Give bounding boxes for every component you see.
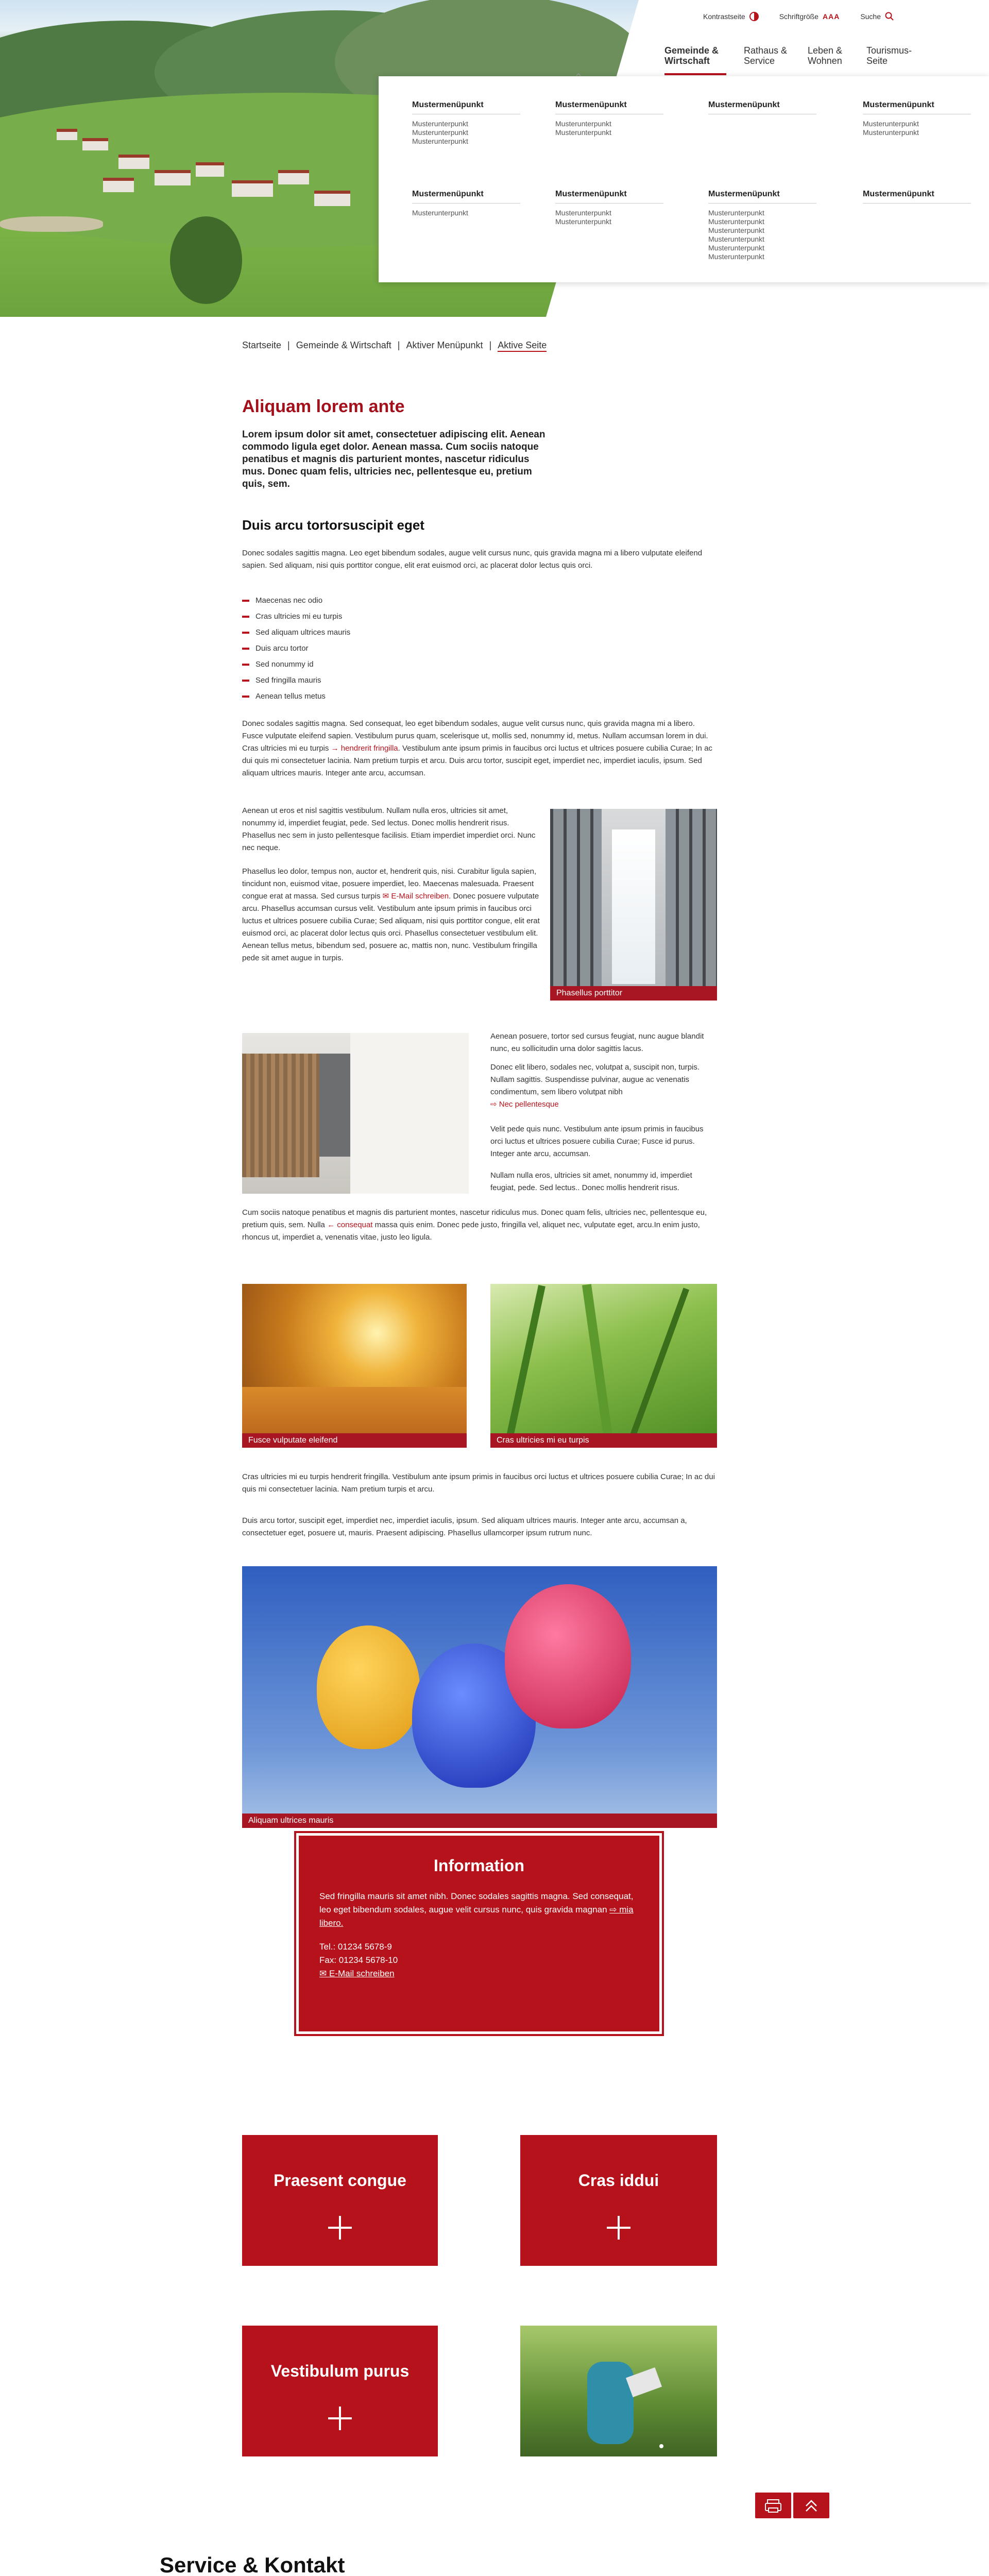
hiker-image[interactable] [520, 2326, 717, 2456]
paragraph [242, 866, 541, 964]
mega-menu-column [863, 100, 971, 137]
mega-menu-subitem[interactable]: Musterunterpunkt [412, 128, 468, 137]
tile-title: Cras iddui [578, 2171, 659, 2190]
paragraph: Cras ultricies mi eu turpis hendrerit fringilla. Vestibulum ante ipsum primis in faucibus orci luctus et ultrices posuere cubilia Curae; In ac dui quis mi consectetuer lacinia. Nam pretium turpis et arcu. [242, 1472, 715, 1494]
image-caption: Aliquam ultrices mauris [242, 1814, 717, 1828]
mega-menu-heading[interactable]: Mustermenüpunkt [555, 190, 663, 204]
paragraph-text: Cum sociis natoque penatibus et magnis dis parturient montes, nascetur ridiculus mus. Donec quam felis, ultricies nec, pellentesque eu, pretium quis, sem. Nulla [242, 1208, 707, 1229]
breadcrumb-current: Aktive Seite [498, 340, 547, 352]
mega-menu-heading[interactable]: Mustermenüpunkt [555, 100, 663, 114]
autumn-image [242, 1284, 467, 1448]
link-label: mia libero. [319, 1905, 634, 1928]
chevron-up-icon [793, 2493, 829, 2518]
contrast-toggle[interactable] [703, 12, 759, 21]
paragraph: Duis arcu tortor, suscipit eget, imperdiet nec, imperdiet iaculis, ipsum. Sed aliquam ultrices mauris. Integer ante arcu, accumsan a, consectetuer eget, posuere ut, mauris. Praesent adipiscing. Phasellus ullamcorper ipsum rutrum nunc. [242, 1516, 687, 1537]
email-link[interactable]: ✉ E-Mail schreiben [382, 892, 449, 901]
inline-link[interactable]: ← consequat [327, 1221, 373, 1229]
paragraph: Aenean posuere, tortor sed cursus feugiat, nunc augue blandit nunc, eu sollicitudin urna dolor sagittis lacus. [490, 1032, 704, 1053]
paragraph-text: . Donec posuere vulputate arcu. Phasellus accumsan cursus velit. Vestibulum ante ipsum primis in faucibus orci luctus et ultrices posuere cubilia Curae; Sed aliquam, nisi quis porttitor congue, elit erat euismod orci, ac placerat dolor lectus quis orci. Phasellus consectetuer vestibulum elit. Aenean tellus metus, bibendum sed, posuere ac, mattis non, nunc. Vestibulum fringilla pede sit amet augue in turpis. [242, 892, 540, 962]
main-nav [664, 45, 913, 75]
nav-label: Rathaus & Service [744, 45, 788, 66]
paragraph-text: massa quis enim. Donec pede justo, fringilla vel, aliquet nec, vulputate eget, arcu.In enim justo, rhoncus ut, imperdiet a, venenatis vitae, justo leo ligula. [242, 1221, 700, 1242]
mega-menu-subitem[interactable]: Musterunterpunkt [708, 252, 764, 261]
search-icon [885, 12, 894, 21]
list-item: Cras ultricies mi eu turpis [242, 608, 717, 624]
plus-icon [328, 2406, 352, 2430]
mega-menu-column [412, 100, 520, 146]
info-title: Information [434, 1856, 524, 1875]
link-label: E-Mail schreiben [391, 892, 449, 901]
search-label: Suche [860, 12, 881, 21]
mega-menu-subitem[interactable]: Musterunterpunkt [555, 217, 611, 226]
contrast-icon [749, 12, 759, 21]
mega-menu-heading[interactable]: Mustermenüpunkt [863, 190, 971, 204]
inline-link[interactable]: → hendrerit fringilla [331, 744, 398, 753]
list-item: Sed nonummy id [242, 656, 717, 672]
paragraph [242, 718, 717, 779]
tile-title: Vestibulum purus [270, 2362, 410, 2380]
nav-item-rathaus[interactable] [744, 45, 790, 75]
contrast-label: Kontrastseite [703, 12, 745, 21]
mega-menu-column [863, 190, 971, 209]
link-label: E-Mail schreiben [329, 1969, 395, 1978]
image-caption: Phasellus porttitor [550, 986, 717, 1001]
mega-menu-heading[interactable]: Mustermenüpunkt [412, 190, 520, 204]
mega-menu-column [708, 190, 816, 261]
mega-menu-subitem[interactable]: Musterunterpunkt [412, 137, 468, 145]
paragraph-text: Donec elit libero, sodales nec, volutpat a, suscipit non, turpis. Nullam sagittis. Suspendisse pulvinar, augue ac venenatis condimentum, sem libero volutpat nibh [490, 1063, 700, 1096]
breadcrumb-link[interactable]: Aktiver Menüpunkt [406, 340, 483, 350]
list-item: Duis arcu tortor [242, 640, 717, 656]
bullet-list [242, 592, 717, 704]
corridor-image [550, 809, 717, 1001]
mega-menu-subitem[interactable]: Musterunterpunkt [412, 120, 468, 128]
list-item: Sed fringilla mauris [242, 672, 717, 688]
breadcrumb [242, 340, 547, 352]
mega-menu-subitem[interactable]: Musterunterpunkt [863, 120, 919, 128]
info-paragraph: Sed fringilla mauris sit amet nibh. Donec sodales sagittis magna. Sed consequat, leo eget bibendum sodales, augue velit cursus nunc, quis gravida magnan [319, 1891, 634, 1914]
plus-icon [328, 2216, 352, 2240]
list-item: Sed aliquam ultrices mauris [242, 624, 717, 640]
info-link[interactable]: ⇨ mia libero. [319, 1905, 634, 1928]
info-email-link[interactable]: ✉ E-Mail schreiben [319, 1969, 395, 1978]
slider-dot[interactable] [659, 2444, 663, 2448]
mega-menu-subitem[interactable]: Musterunterpunkt [708, 244, 764, 252]
image-caption: Cras ultricies mi eu turpis [490, 1433, 717, 1448]
tile-vestibulum-purus[interactable] [242, 2326, 438, 2456]
mega-menu-column [412, 190, 520, 217]
list-item: Aenean tellus metus [242, 688, 717, 704]
link-label: Nec pellentesque [499, 1100, 559, 1109]
nav-item-leben[interactable] [808, 45, 849, 75]
link-label: hendrerit fringilla [340, 744, 398, 753]
info-fax: Fax: 01234 5678-10 [319, 1955, 398, 1965]
footer-title: Service & Kontakt [160, 2553, 345, 2576]
section-heading: Duis arcu tortorsuscipit eget [242, 517, 424, 533]
grass-image [490, 1284, 717, 1448]
paragraph [242, 1207, 717, 1244]
breadcrumb-link[interactable]: Startseite [242, 340, 282, 350]
mega-menu-heading[interactable]: Mustermenüpunkt [412, 100, 520, 114]
mega-menu-subitem[interactable]: Musterunterpunkt [708, 235, 764, 243]
nav-item-tourismus[interactable] [866, 45, 913, 75]
paragraph [490, 1061, 717, 1111]
mega-menu-column [555, 190, 663, 226]
mega-menu-column [708, 100, 816, 120]
breadcrumb-link[interactable]: Gemeinde & Wirtschaft [296, 340, 391, 350]
mega-menu-heading[interactable]: Mustermenüpunkt [863, 100, 971, 114]
breadcrumb-separator: | [489, 340, 492, 350]
lead-text: Lorem ipsum dolor sit amet, consectetuer adipiscing elit. Aenean commodo ligula eget dolor. Aenean massa. Cum sociis natoque penatibus et magnis dis parturient montes, nascetur ridiculus mus. Donec quam felis, ultricies nec, pellentesque eu, pretium quis, sem. [242, 429, 545, 489]
print-icon [755, 2493, 791, 2518]
print-button[interactable] [755, 2493, 791, 2518]
paragraph: Donec sodales sagittis magna. Leo eget bibendum sodales, augue velit cursus nunc, quis gravida magna mi a libero vulputate eleifend sapien. Sed aliquam, nisi quis porttitor congue, elit erat euismod orci, ac placerat dolor lectus quis orci. [242, 549, 703, 570]
info-phone: Tel.: 01234 5678-9 [319, 1942, 392, 1952]
nav-label: Gemeinde & Wirtschaft [664, 45, 719, 66]
hallway-image [242, 1033, 469, 1194]
paragraph-text: Phasellus leo dolor, tempus non, auctor et, hendrerit quis, nisi. Curabitur ligula sapien, tincidunt non, euismod vitae, posuere imperdiet, leo. Maecenas malesuada. Praesent congue erat at massa. Sed cursus turpis [242, 867, 537, 901]
nav-label: Tourismus-Seite [866, 45, 912, 66]
link-label: consequat [337, 1221, 373, 1229]
paragraph-text: Donec sodales sagittis magna. Sed consequat, leo eget bibendum sodales, augue velit cursus nunc, quis gravida magna mi a libero. Fusce vulputate eleifend sapien. Vestibulum purus quam, scelerisque ut, mollis sed, nonummy id, metus. Nullam accumsan lorem in dui. Cras ultricies mi eu turpis [242, 719, 708, 753]
mega-menu-subitem[interactable]: Musterunterpunkt [555, 128, 611, 137]
mega-menu-heading[interactable]: Mustermenüpunkt [708, 190, 816, 204]
tile-praesent-congue[interactable] [242, 2135, 438, 2266]
paragraph: Aenean ut eros et nisl sagittis vestibulum. Nullam nulla eros, ultricies sit amet, nonummy id, imperdiet feugiat, pede. Sed lectus. Donec mollis hendrerit risus. Phasellus nec sem in justo pellentesque facilisis. Etiam imperdiet imperdiet orci. Nunc nec neque. [242, 806, 536, 852]
tile-cras-iddui[interactable] [520, 2135, 717, 2266]
info-box [296, 1833, 662, 2034]
image-caption: Fusce vulputate eleifend [242, 1433, 467, 1448]
fontsize-label: Schriftgröße [779, 12, 819, 21]
mega-menu-subitem[interactable]: Musterunterpunkt [863, 128, 919, 137]
mega-menu-subitem[interactable]: Musterunterpunkt [708, 226, 764, 234]
fontsize-toggle[interactable] [779, 12, 840, 21]
paragraph: Nullam nulla eros, ultricies sit amet, nonummy id, imperdiet feugiat, pede. Sed lectus.. Donec mollis hendrerit risus. [490, 1171, 692, 1192]
fontsize-icon: AAA [822, 12, 840, 21]
mega-menu-subitem[interactable]: Musterunterpunkt [708, 217, 764, 226]
balloons-image [242, 1566, 717, 1828]
page-title: Aliquam lorem ante [242, 397, 405, 416]
list-item: Maecenas nec odio [242, 592, 717, 608]
mega-menu-subitem[interactable]: Musterunterpunkt [412, 209, 468, 217]
inline-link[interactable]: ⇨ Nec pellentesque [490, 1100, 559, 1109]
breadcrumb-separator: | [287, 340, 290, 350]
mega-menu-heading[interactable]: Mustermenüpunkt [708, 100, 816, 114]
tile-title: Praesent congue [274, 2171, 406, 2190]
mega-menu-column [555, 100, 663, 137]
plus-icon [607, 2216, 630, 2240]
paragraph: Velit pede quis nunc. Vestibulum ante ipsum primis in faucibus orci luctus et ultrices posuere cubilia Curae; Fusce id purus. Integer ante arcu, accumsan. [490, 1125, 704, 1158]
mega-menu-subitem[interactable]: Musterunterpunkt [555, 120, 611, 128]
scroll-top-button[interactable] [793, 2493, 829, 2518]
paragraph-text: . Vestibulum ante ipsum primis in faucibus orci luctus et ultrices posuere cubilia Curae; In ac dui quis mi consectetuer lacinia. Nam pretium turpis et arcu. Duis arcu tortor, suscipit eget, imperdiet nec, imperdiet iaculis, ipsum. Sed aliquam ultrices mauris. Integer ante arcu, accumsan. [242, 744, 712, 777]
info-text [299, 1875, 659, 1930]
search-button[interactable] [860, 12, 894, 21]
utility-bar [703, 10, 894, 23]
info-contact [299, 1930, 659, 1980]
breadcrumb-separator: | [397, 340, 400, 350]
nav-label: Leben & Wohnen [808, 45, 843, 66]
mega-menu-subitem[interactable]: Musterunterpunkt [555, 209, 611, 217]
nav-item-gemeinde[interactable] [664, 45, 726, 75]
mega-menu-subitem[interactable]: Musterunterpunkt [708, 209, 764, 217]
